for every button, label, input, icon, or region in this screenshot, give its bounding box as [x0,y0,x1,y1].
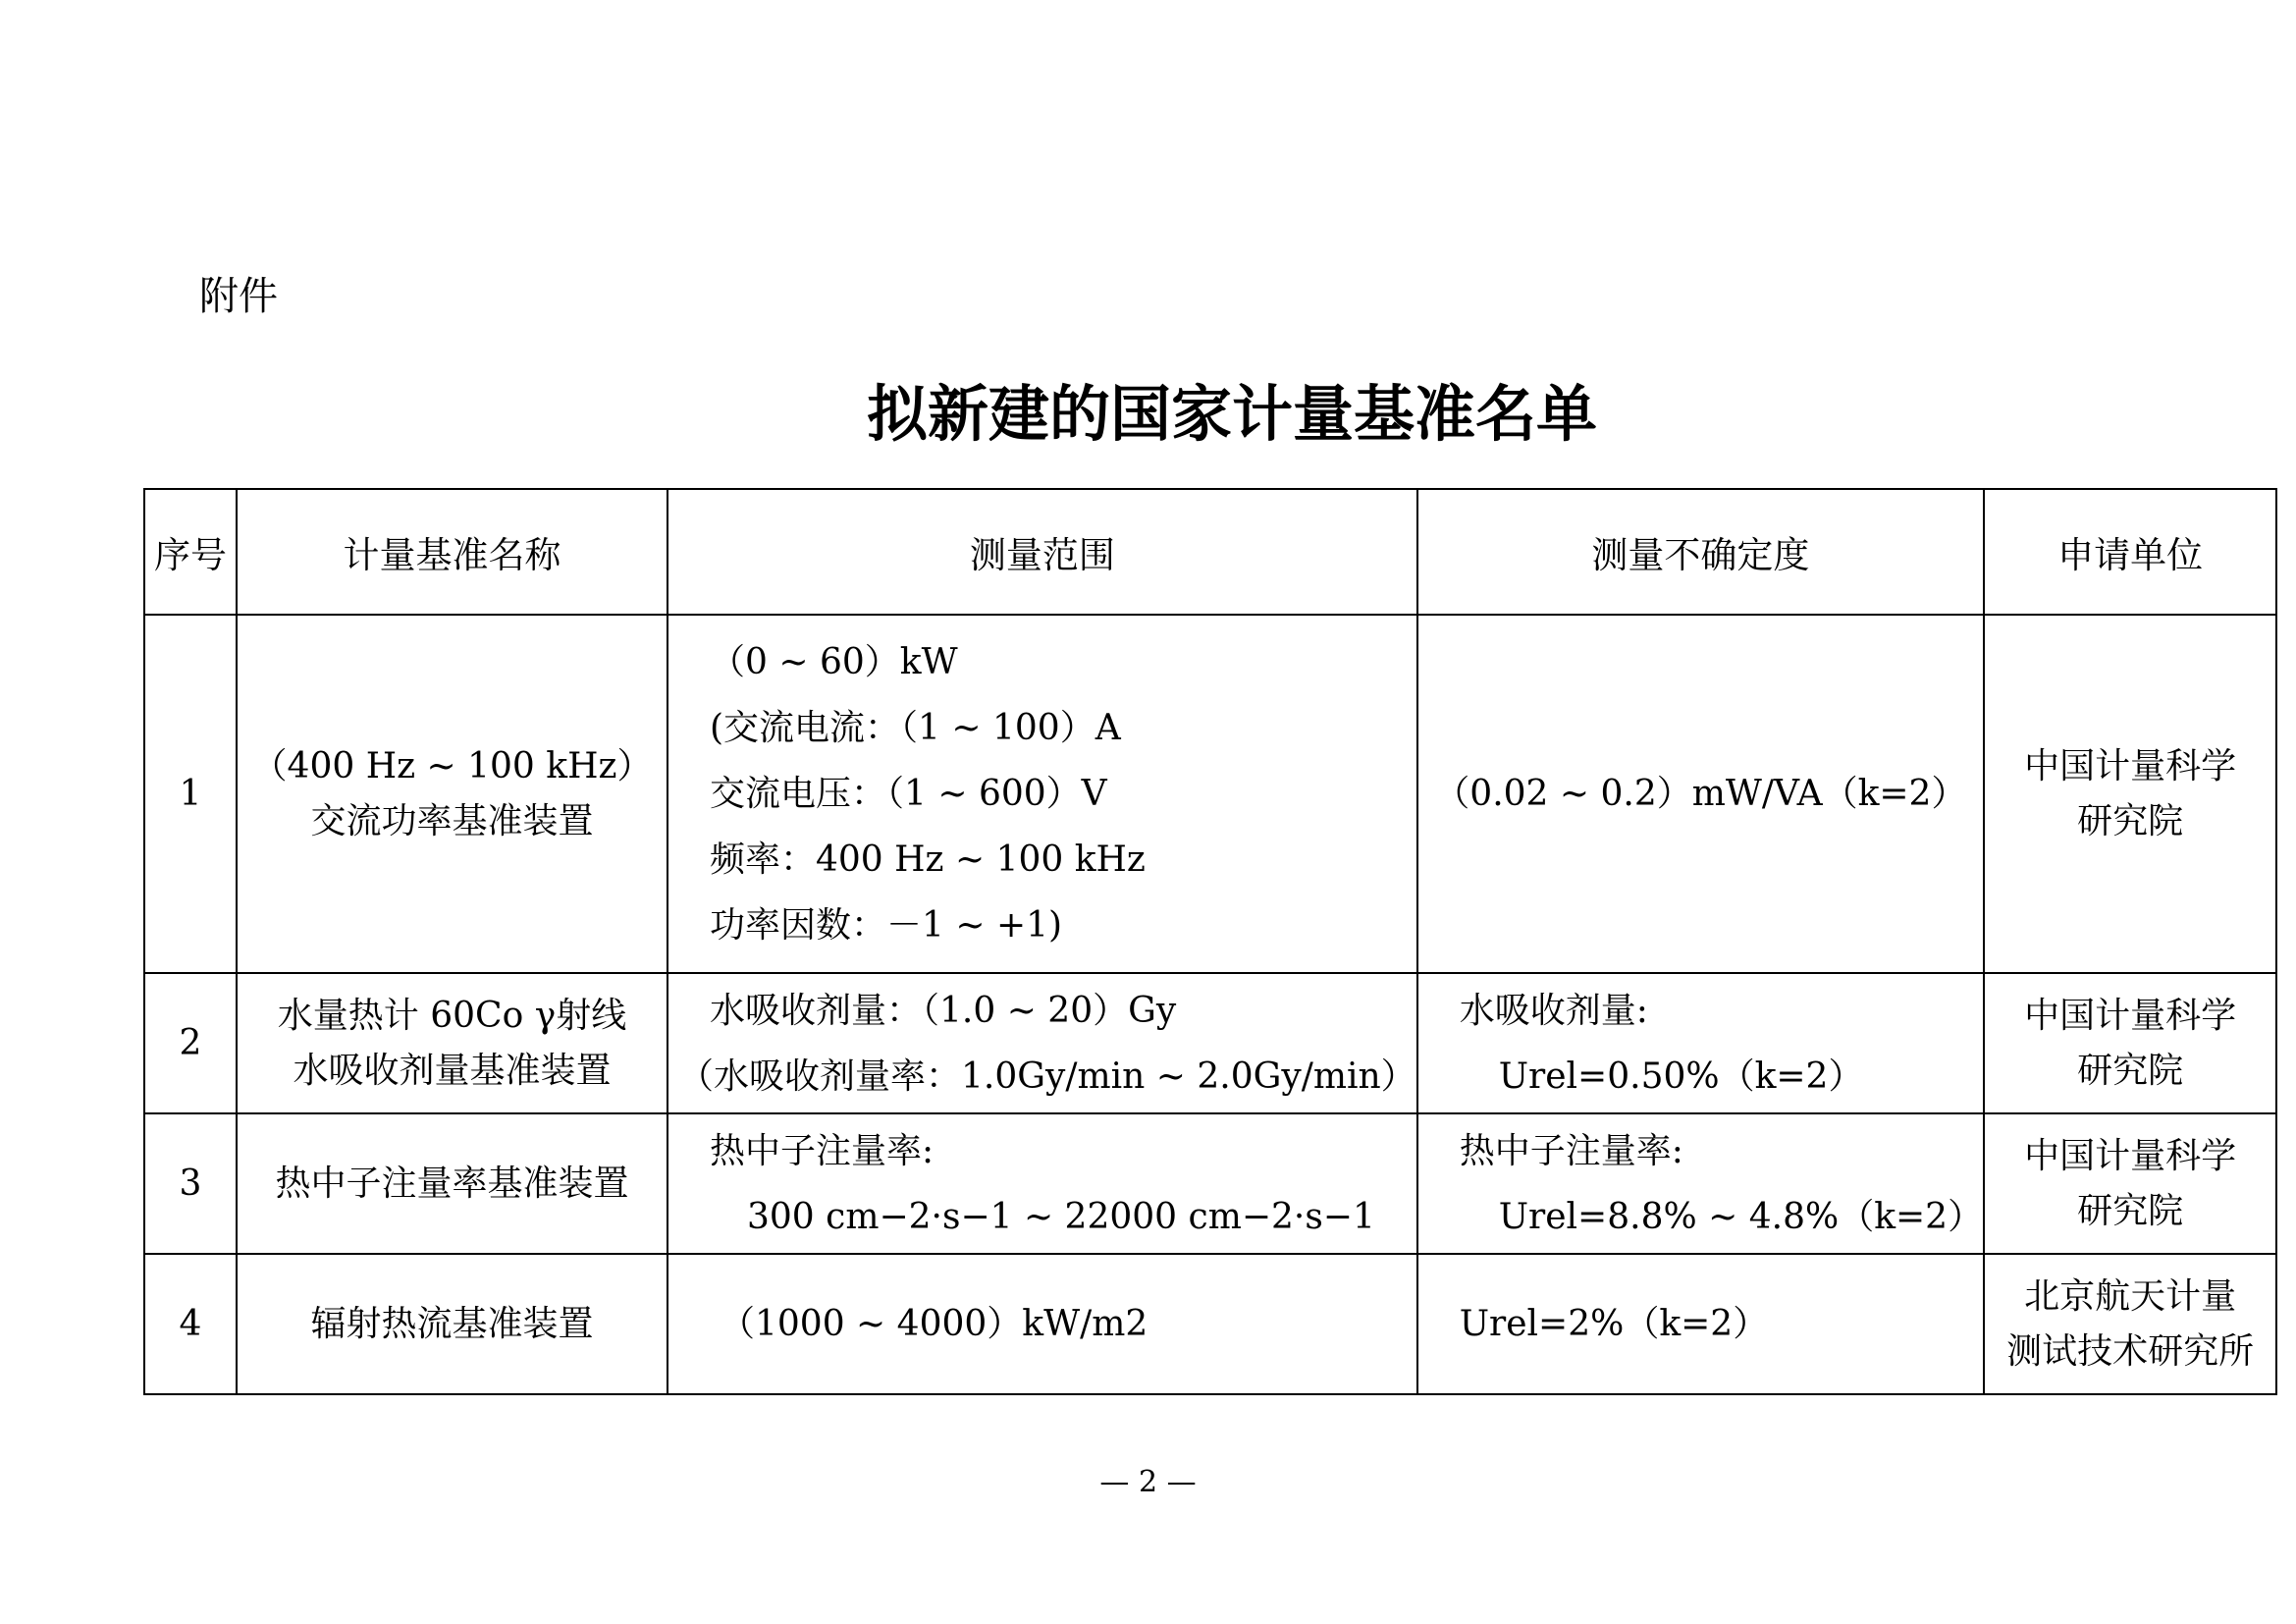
table-header-row [144,489,2276,615]
row-uncertainty [1417,973,1984,1113]
attachment-label: 附件 [199,274,278,319]
row-no: 1 [144,615,237,973]
row-uncertainty [1417,1254,1984,1394]
row-range [667,615,1417,973]
row-name [237,973,667,1113]
row-unit [1984,973,2276,1113]
uncertainty-line: Urel=0.50%（k=2） [1498,1056,1864,1097]
unit-line: 中国计量科学 [2024,1135,2237,1176]
row-range [667,1254,1417,1394]
uncertainty-line: （0.02 ~ 0.2）mW/VA（k=2） [1434,773,1967,814]
range-line: 水吸收剂量：（1.0 ~ 20）Gy [710,990,1177,1031]
name-line: 辐射热流基准装置 [310,1303,594,1344]
uncertainty-line: 水吸收剂量: [1459,990,1648,1031]
name-line: 水吸收剂量基准装置 [293,1050,612,1091]
standards-table [143,488,2277,1395]
unit-line: 测试技术研究所 [2006,1330,2255,1372]
page-number: — 2 — [1099,1465,1197,1499]
uncertainty-line: Urel=8.8% ~ 4.8%（k=2） [1498,1196,1984,1237]
row-unit [1984,1254,2276,1394]
range-line: 热中子注量率: [710,1130,934,1171]
header-unit: 申请单位 [1984,489,2276,615]
range-line: 频率：400 Hz ~ 100 kHz [710,839,1146,880]
table-row [144,1254,2276,1394]
range-line: （水吸收剂量率：1.0Gy/min ~ 2.0Gy/min） [678,1056,1416,1097]
name-line: 热中子注量率基准装置 [275,1163,629,1204]
row-no: 2 [144,973,237,1113]
uncertainty-line: Urel=2%（k=2） [1459,1304,1769,1344]
row-range [667,973,1417,1113]
unit-line: 北京航天计量 [2024,1275,2237,1317]
row-no: 3 [144,1113,237,1254]
range-line: (交流电流：（1 ~ 100）A [710,708,1121,748]
table-row [144,1113,2276,1254]
range-line: 功率因数：－1 ~ +1) [710,905,1063,946]
unit-line: 研究院 [2077,1190,2184,1231]
table-row [144,615,2276,973]
header-range: 测量范围 [667,489,1417,615]
table-row [144,973,2276,1113]
range-line: 300 cm−2·s−1 ~ 22000 cm−2·s−1 [747,1196,1375,1237]
name-line: （400 Hz ~ 100 kHz） [251,745,653,786]
header-no: 序号 [144,489,237,615]
row-name [237,1254,667,1394]
range-line: （0 ~ 60）kW [710,642,958,682]
unit-line: 研究院 [2077,800,2184,841]
header-name: 计量基准名称 [237,489,667,615]
header-uncertainty: 测量不确定度 [1417,489,1984,615]
range-line: 交流电压：（1 ~ 600）V [710,774,1107,814]
document-title: 拟新建的国家计量基准名单 [866,378,1597,450]
unit-line: 中国计量科学 [2024,745,2237,786]
row-range [667,1113,1417,1254]
row-uncertainty [1417,1113,1984,1254]
range-line: （1000 ~ 4000）kW/m2 [720,1304,1148,1344]
row-no: 4 [144,1254,237,1394]
unit-line: 中国计量科学 [2024,995,2237,1036]
row-name [237,1113,667,1254]
name-line: 交流功率基准装置 [310,800,594,841]
name-line: 水量热计 60Co γ射线 [277,995,627,1036]
row-name [237,615,667,973]
row-uncertainty [1417,615,1984,973]
row-unit [1984,1113,2276,1254]
uncertainty-line: 热中子注量率: [1459,1130,1683,1171]
unit-line: 研究院 [2077,1050,2184,1091]
row-unit [1984,615,2276,973]
